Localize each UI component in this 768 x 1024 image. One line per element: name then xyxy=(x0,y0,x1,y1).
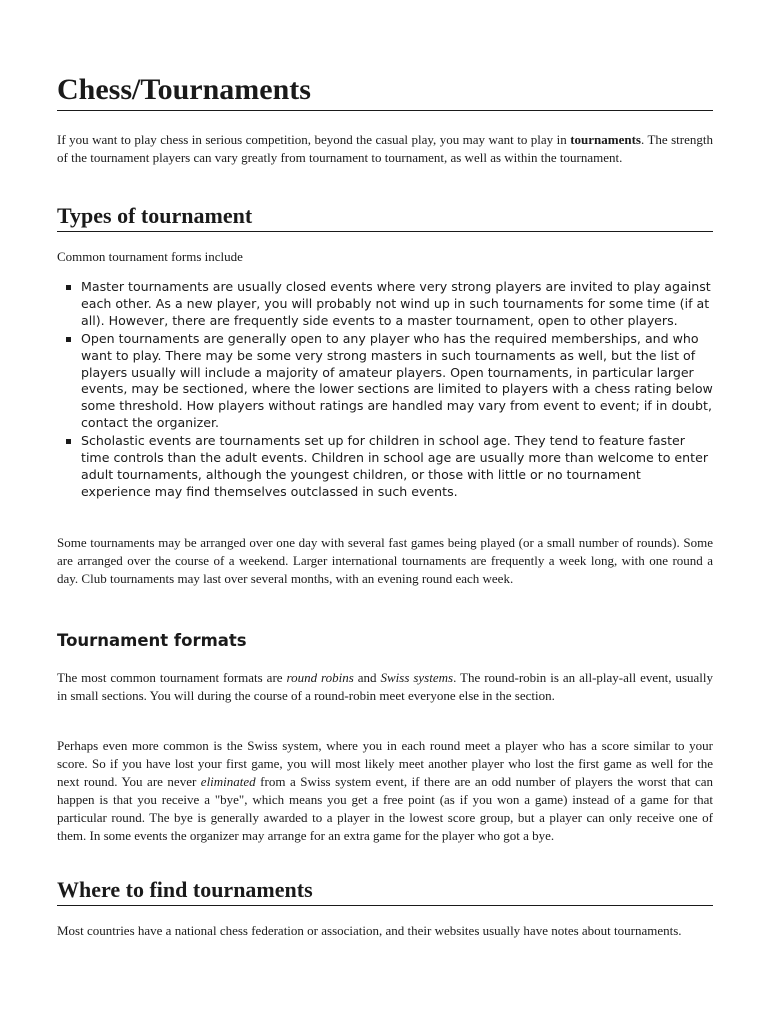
types-heading: Types of tournament xyxy=(57,202,713,232)
bullet-icon xyxy=(66,337,71,342)
list-item xyxy=(57,433,713,501)
formats-p2-text-1: Perhaps even more common is the Swiss system, where you in each round meet a player who has a score similar to your score. So if you have lost your first game, you will most likely meet another player who lost the first game as well for the next round. You are never xyxy=(57,738,713,789)
intro-text-start: If you want to play chess in serious competition, beyond the casual play, you may want to play in xyxy=(57,132,571,147)
types-lead: Common tournament forms include xyxy=(57,249,243,264)
intro-text-end: . The strength of the tournament players can vary greatly from tournament to tournament, as well as within the tournament. xyxy=(57,132,713,165)
bullet-icon xyxy=(66,439,71,444)
swiss-systems-term: Swiss systems xyxy=(380,670,454,685)
list-item xyxy=(57,279,713,330)
intro-paragraph xyxy=(57,131,713,167)
bullet-icon xyxy=(66,285,71,290)
rounds-paragraph: Some tournaments may be arranged over one day with several fast games being played (or a small number of rounds). Some are arranged over the course of a weekend. Larger international tournaments are frequently a week long, with one round a day. Club tournaments may last over several months, with an evening round each week. xyxy=(57,535,713,586)
formats-p1-text-1: The most common tournament formats are xyxy=(57,670,287,685)
tournament-types-list xyxy=(57,279,713,502)
intro-bold-term: tournaments xyxy=(570,132,641,147)
list-item-text: Master tournaments are usually closed events where very strong players are invited to play against each other. As a new player, you will probably not wind up in such tournaments for some time (if at all). However, there are frequently side events to a master tournament, open to other players. xyxy=(81,279,711,328)
list-item xyxy=(57,331,713,432)
where-paragraph: Most countries have a national chess federation or association, and their websites usually have notes about tournaments. xyxy=(57,923,682,938)
list-item-text: Scholastic events are tournaments set up for children in school age. They tend to feature faster time controls than the adult events. Children in school age are usually more than welcome to enter adult tournaments, although the youngest children, or those with little or no tournament experience may find themselves outclassed in such events. xyxy=(81,433,709,499)
eliminated-term: eliminated xyxy=(200,774,256,789)
formats-p1-text-3: . The round-robin is an all-play-all event, usually in small sections. You will during the course of a round-robin meet everyone else in the section. xyxy=(57,670,713,703)
formats-p2-text-2: from a Swiss system event, if there are an odd number of players the worst that can happen is that you receive a "bye", which means you get a free point (as if you won a game) instead of a game for that particular round. The bye is generally awarded to a player in the lowest score group, but a player can only receive one of them. In some events the organizer may arrange for an extra game for the player who got a bye. xyxy=(57,774,713,843)
formats-p1-text-2: and xyxy=(353,670,381,685)
formats-heading: Tournament formats xyxy=(57,631,247,650)
list-item-text: Open tournaments are generally open to any player who has the required memberships, and who want to play. There may be some very strong masters in such tournaments as well, but the list of players usually will include a majority of amateur players. Open tournaments, in particular larger events, may be sectioned, where the lower sections are limited to players with a chess rating below some threshold. How players without ratings are handled may vary from event to event; if in doubt, contact the organizer. xyxy=(81,330,713,431)
formats-paragraph-2 xyxy=(57,737,713,845)
where-heading: Where to find tournaments xyxy=(57,876,713,906)
round-robins-term: round robins xyxy=(286,670,354,685)
page-title: Chess/Tournaments xyxy=(57,72,713,111)
formats-paragraph-1 xyxy=(57,669,713,705)
